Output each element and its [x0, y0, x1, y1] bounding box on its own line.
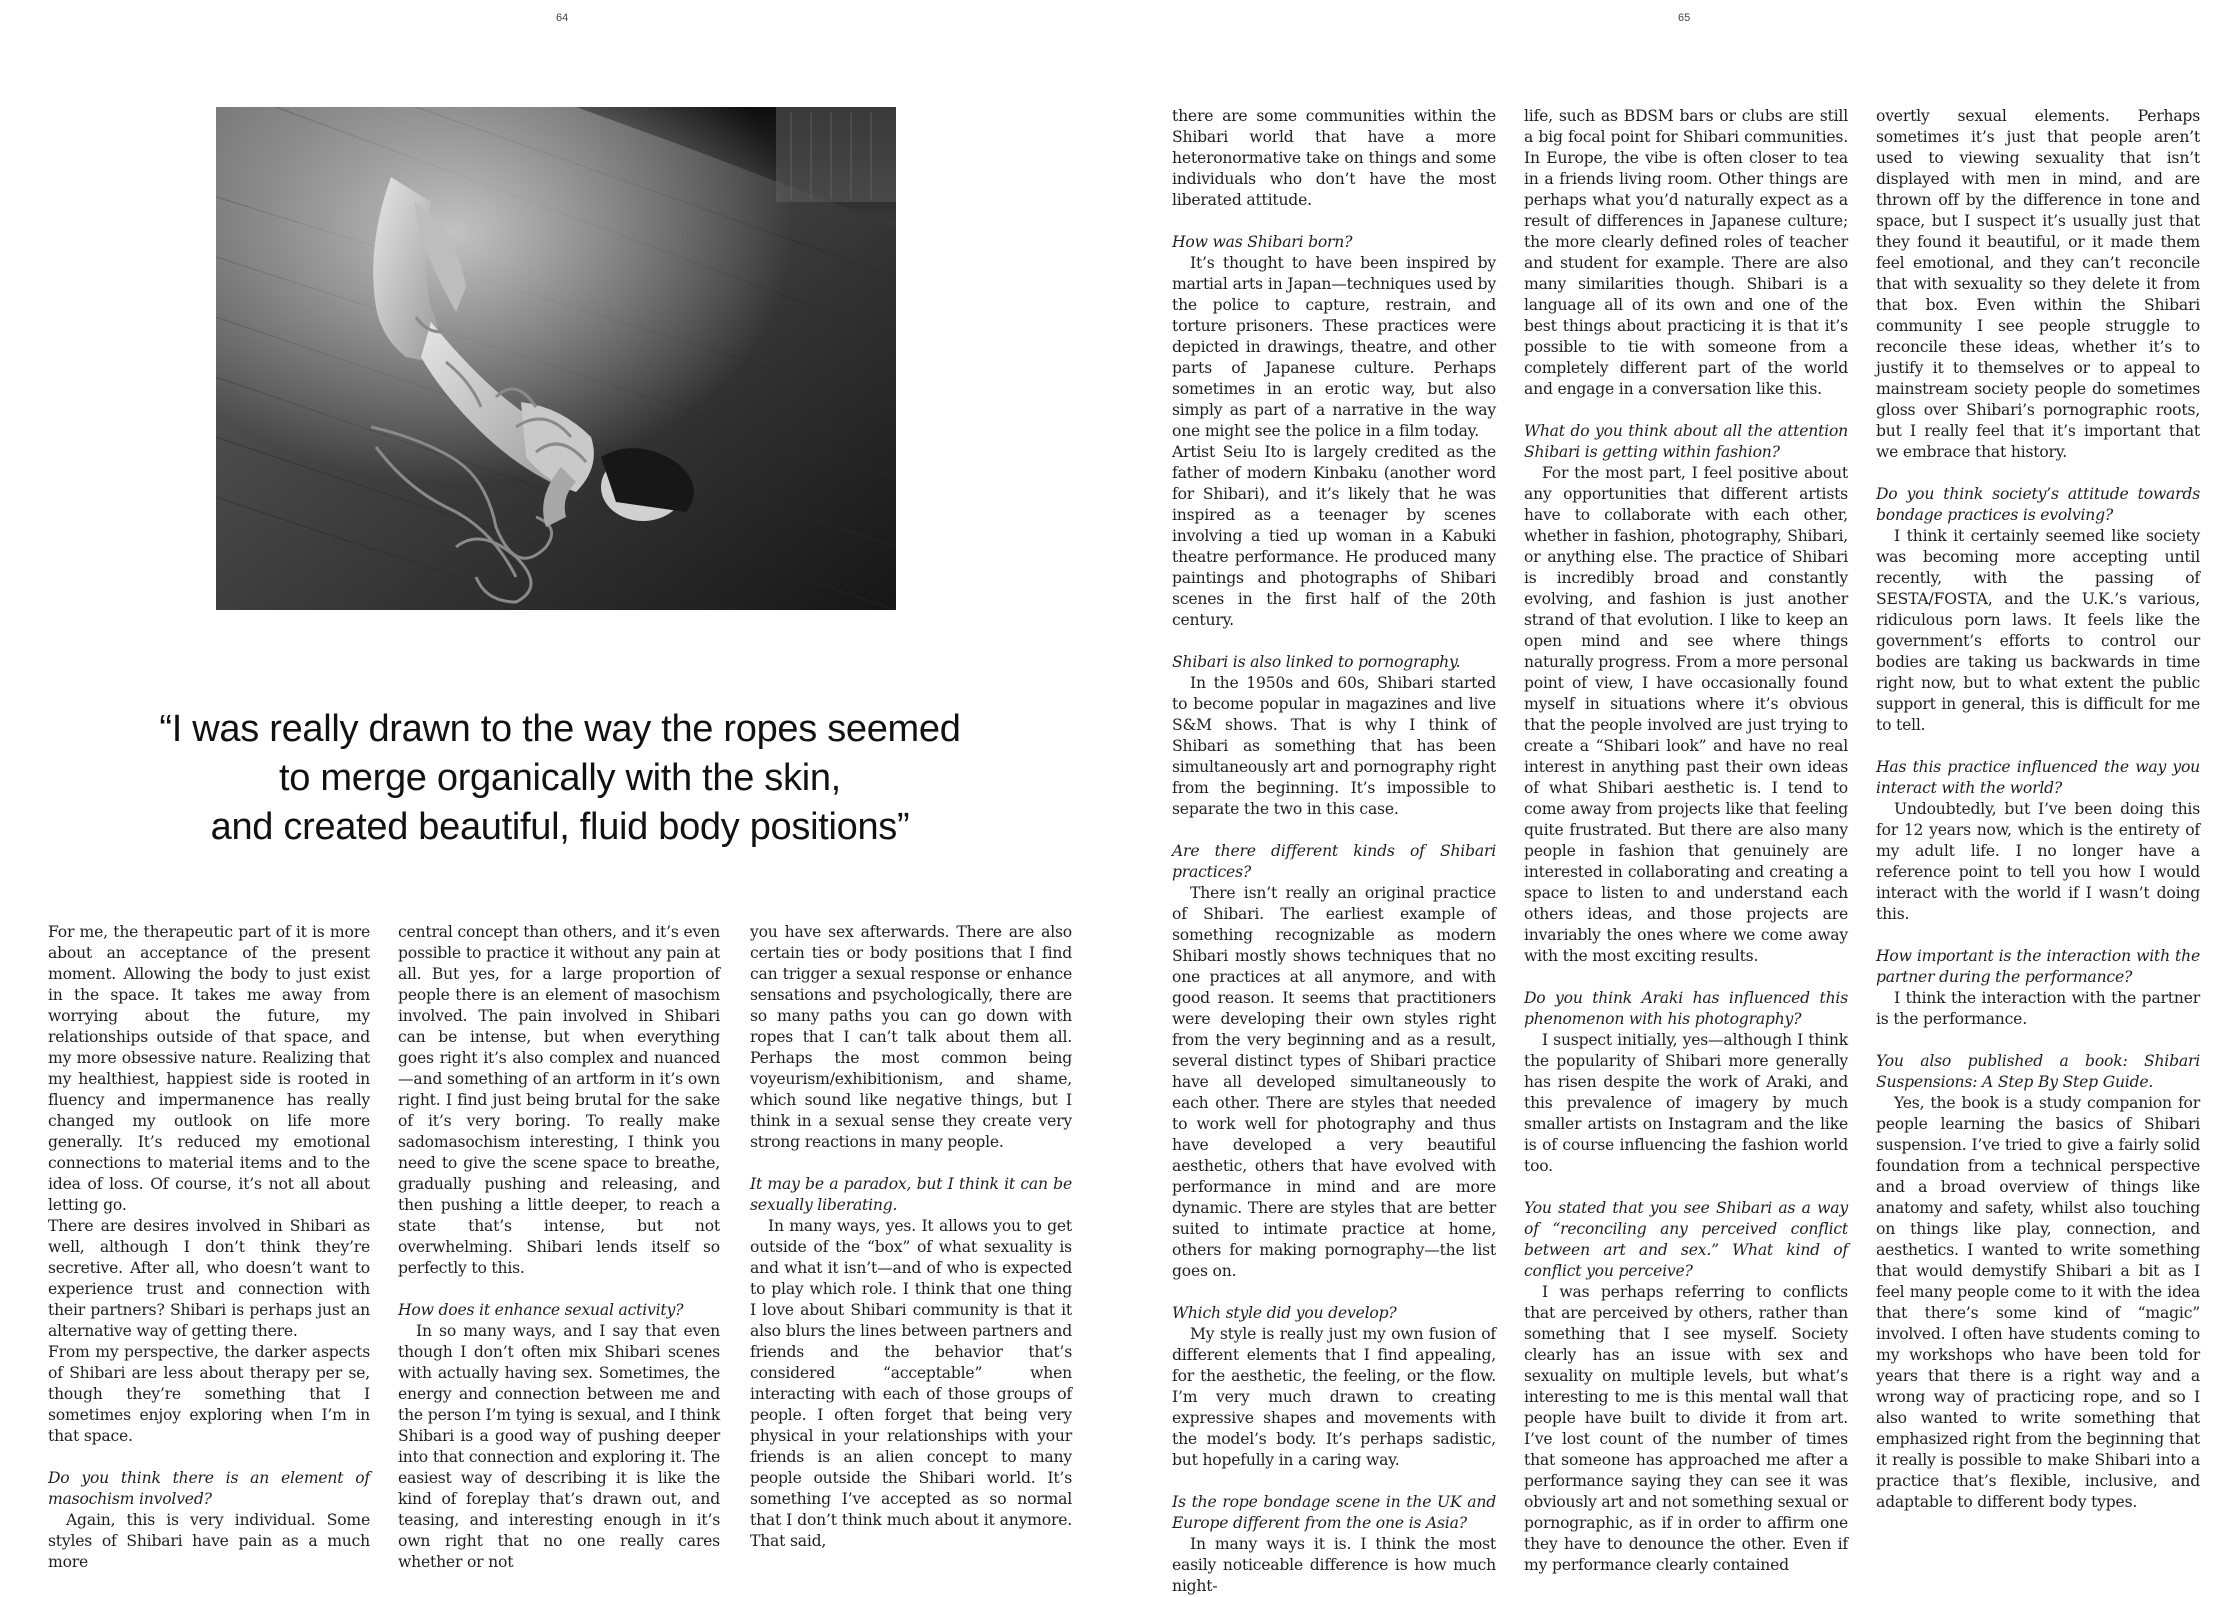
pull-quote-line: to merge organically with the skin,: [279, 757, 841, 799]
interview-question: Do you think there is an element of masochism involved?: [48, 1469, 370, 1508]
right-page: [1120, 0, 2240, 1595]
photo-rope-bondage: [216, 107, 896, 610]
body-paragraph: central concept than others, and it’s even possible to practice it without any pain at all. But yes, for a large proportion of people there is an element of masochism involved. The pain involved in Shibari can be intense, but when everything goes right it’s also complex and nuanced—and something of an artform in it’s own right. I find just being brutal for the sake of it’s very boring. To really make sadomasochism interesting, I think you need to give the scene space to breathe, gradually pushing and releasing, and then pushing a little deeper, to reach a state that’s intense, but not overwhelming. Shibari lends itself so perfectly to this.: [398, 923, 720, 1277]
interview-question: You also published a book: Shibari Suspensions: A Step By Step Guide.: [1876, 1052, 2200, 1091]
left-column-3: [750, 922, 1072, 1552]
photo-illustration: [216, 107, 896, 610]
body-paragraph: There are desires involved in Shibari as well, although I don’t think they’re secretive. After all, who doesn’t want to experience trust and connection with their partners? Shibari is perhaps just an alternative way of getting there.: [48, 1217, 370, 1340]
interview-question: What do you think about all the attention Shibari is getting within fashion?: [1524, 422, 1848, 461]
body-paragraph: From my perspective, the darker aspects of Shibari are less about therapy per se, though they’re something that I sometimes enjoy exploring when I’m in that space.: [48, 1343, 370, 1445]
interview-question: How was Shibari born?: [1172, 233, 1353, 251]
interview-answer: Again, this is very individual. Some styles of Shibari have pain as a much more: [48, 1511, 370, 1571]
interview-answer: Yes, the book is a study companion for people learning the basics of Shibari suspension. I’ve tried to give a fairly solid foundation from a technical perspective and a broad overview of things like anatomy and safety, whilst also touching on things like play, connection, and aesthetics. I wanted to write something that would demystify Shibari a bit as I feel many people come to it with the idea that there’s some kind of “magic” involved. I often have students coming to my workshops who have been told for years that there is a right way and a wrong way of practicing rope, and so I also wanted to write something that emphasized right from the beginning that it really is possible to make Shibari into a practice that’s flexible, inclusive, and adaptable to different body types.: [1876, 1094, 2200, 1511]
right-column-3: [1876, 106, 2200, 1513]
interview-question: Are there different kinds of Shibari practices?: [1172, 842, 1496, 881]
left-column-2: [398, 922, 720, 1573]
interview-answer: I think it certainly seemed like society was becoming more accepting until recently, with the passing of SESTA/FOSTA, and the U.K.’s various, ridiculous porn laws. It feels like the government’s efforts to control our bodies are taking us backwards in time right now, but to what extent the public support in general, this is difficult for me to tell.: [1876, 527, 2200, 734]
body-paragraph: Artist Seiu Ito is largely credited as the father of modern Kinbaku (another word for Shibari), and it’s likely that he was inspired as a teenager by scenes involving a tied up woman in a Kabuki theatre performance. He produced many paintings and photographs of Shibari scenes in the first half of the 20th century.: [1172, 443, 1496, 629]
interview-answer: My style is really just my own fusion of different elements that I find appealing, for the aesthetic, the feeling, or the flow. I’m very much drawn to creating expressive shapes and movements with the model’s body. It’s perhaps sadistic, but hopefully in a caring way.: [1172, 1325, 1496, 1469]
interview-question: Has this practice influenced the way you interact with the world?: [1876, 758, 2200, 797]
interview-question: Shibari is also linked to pornography.: [1172, 653, 1461, 671]
interview-answer: For the most part, I feel positive about any opportunities that different artists have to collaborate with each other, whether in fashion, photography, Shibari, or anything else. The practice of Shibari is incredibly broad and constantly evolving, and fashion is just another strand of that evolution. I like to keep an open mind and see where things naturally progress. From a more personal point of view, I have occasionally found myself in situations where it’s obvious that the people involved are just trying to create a “Shibari look” and have no real interest in anything past their own ideas of what Shibari aesthetic is. I tend to come away from projects like that feeling quite frustrated. But there are also many people in fashion that genuinely are interested in collaborating and creating a space to listen to and understand each others ideas, and those projects are invariably the ones where we come away with the most exciting results.: [1524, 464, 1848, 965]
interview-answer: In many ways, yes. It allows you to get outside of the “box” of what sexuality is and what it isn’t—and of who is expected to play which role. I think that one thing I love about Shibari community is that it also blurs the lines between partners and friends and the behavior that’s considered “acceptable” when interacting with each of those groups of people. I often forget that being very physical in your relationships with your friends is an alien concept to many people outside the Shibari world. It’s something I’ve accepted as so normal that I don’t think much about it anymore. That said,: [750, 1217, 1072, 1550]
interview-question: You stated that you see Shibari as a way of “reconciling any perceived conflict between art and sex.” What kind of conflict you perceive?: [1524, 1199, 1848, 1280]
right-column-1: [1172, 106, 1496, 1597]
interview-answer: Undoubtedly, but I’ve been doing this for 12 years now, which is the entirety of my adult life. I no longer have a reference point to tell you how I would interact with the world if I wasn’t doing this.: [1876, 800, 2200, 923]
interview-question: Do you think society’s attitude towards bondage practices is evolving?: [1876, 485, 2200, 524]
interview-answer: In so many ways, and I say that even though I don’t often mix Shibari scenes with actually having sex. Sometimes, the energy and connection between me and the person I’m tying is sexual, and I think Shibari is a good way of pushing deeper into that connection and exploring it. The easiest way of describing it is like the kind of foreplay that’s drawn out, and teasing, and interesting enough in it’s own right that no one really cares whether or not: [398, 1322, 720, 1571]
body-paragraph: there are some communities within the Shibari world that have a more heteronormative take on things and some individuals who don’t have the most liberated attitude.: [1172, 107, 1496, 209]
interview-question: How does it enhance sexual activity?: [398, 1301, 684, 1319]
right-column-2: [1524, 106, 1848, 1576]
body-paragraph: For me, the therapeutic part of it is more about an acceptance of the present moment. Allowing the body to just exist in the space. It takes me away from worrying about the future, my relationships outside of that space, and my more obsessive nature. Realizing that my healthiest, happiest side is rooted in fluency and impermanence has really changed my outlook on life more generally. It’s reduced my emotional connections to material items and to the idea of loss. Of course, it’s not all about letting go.: [48, 923, 370, 1214]
interview-answer: In the 1950s and 60s, Shibari started to become popular in magazines and live S&M shows. That is why I think of Shibari as something that has been simultaneously art and pornography right from the beginning. It’s impossible to separate the two in this case.: [1172, 674, 1496, 818]
interview-answer: I think the interaction with the partner is the performance.: [1876, 989, 2200, 1028]
body-paragraph: overtly sexual elements. Perhaps sometimes it’s just that people aren’t used to viewing sexuality that isn’t displayed with men in mind, and are thrown off by the difference in tone and space, but I suspect it’s usually just that they found it beautiful, or it made them feel emotional, and they can’t reconcile that with sexuality so they delete it from that box. Even within the Shibari community I see people struggle to reconcile these ideas, whether it’s to justify it to themselves or to appeal to mainstream society people do sometimes gloss over Shibari’s pornographic roots, but I really feel that it’s important that we embrace that history.: [1876, 107, 2200, 461]
interview-question: Is the rope bondage scene in the UK and Europe different from the one is Asia?: [1172, 1493, 1496, 1532]
pull-quote-line: and created beautiful, fluid body positions”: [210, 806, 910, 848]
interview-answer: It’s thought to have been inspired by martial arts in Japan—techniques used by the police to capture, restrain, and torture prisoners. These practices were depicted in drawings, theatre, and other parts of Japanese culture. Perhaps sometimes in an erotic way, but also simply as part of a narrative in the way one might see the police in a film today.: [1172, 254, 1496, 440]
interview-question: It may be a paradox, but I think it can be sexually liberating.: [750, 1175, 1072, 1214]
interview-answer: There isn’t really an original practice of Shibari. The earliest example of something recognizable as modern Shibari mostly shows techniques that no one practices at all anymore, and with good reason. It seems that practitioners were developing their own styles right from the very beginning and as a result, several distinct types of Shibari practice have all developed simultaneously to each other. There are styles that needed to work well for photography and thus have developed a very beautiful aesthetic, others that have evolved with performance in mind and are more dynamic. There are styles that are better suited to intimate practice at home, others for making pornography—the list goes on.: [1172, 884, 1496, 1280]
interview-question: How important is the interaction with the partner during the performance?: [1876, 947, 2200, 986]
page-number-right: 65: [1678, 12, 1691, 24]
body-paragraph: life, such as BDSM bars or clubs are still a big focal point for Shibari communities. In Europe, the vibe is often closer to tea in a friends living room. Other things are perhaps what you’d naturally expect as a result of differences in Japanese culture; the more clearly defined roles of teacher and student for example. There are also many similarities though. Shibari is a language all of its own and one of the best things about practicing it is that it’s possible to tie with someone from a completely different part of the world and engage in a conversation like this.: [1524, 107, 1848, 398]
page-number-left: 64: [556, 12, 569, 24]
pull-quote-line: “I was really drawn to the way the ropes seemed: [159, 708, 961, 750]
body-paragraph: you have sex afterwards. There are also certain ties or body positions that I find can trigger a sexual response or enhance sensations and psychologically, there are so many paths you can go down with ropes that I can’t talk about them all. Perhaps the most common being voyeurism/exhibitionism, and shame, which sound like negative things, but I think in a sexual sense they create very strong reactions in many people.: [750, 923, 1072, 1151]
left-page: [0, 0, 1120, 1587]
left-column-1: [48, 922, 370, 1573]
interview-question: Do you think Araki has influenced this phenomenon with his photography?: [1524, 989, 1848, 1028]
interview-answer: In many ways it is. I think the most easily noticeable difference is how much night-: [1172, 1535, 1496, 1595]
interview-answer: I suspect initially, yes—although I think the popularity of Shibari more generally has risen despite the work of Araki, and this prevalence of imagery by much smaller artists on Instagram and the like is of course influencing the fashion world too.: [1524, 1031, 1848, 1175]
interview-answer: I was perhaps referring to conflicts that are perceived by others, rather than something that I see myself. Society clearly has an issue with sex and sexuality on multiple levels, but what’s interesting to me is this mental wall that people have built to divide it from art. I’ve lost count of the number of times that someone has approached me after a performance saying they can see it was obviously art and not something sexual or pornographic, as if in order to affirm one they have to denounce the other. Even if my performance clearly contained: [1524, 1283, 1848, 1574]
pull-quote: [80, 705, 1040, 852]
interview-question: Which style did you develop?: [1172, 1304, 1397, 1322]
